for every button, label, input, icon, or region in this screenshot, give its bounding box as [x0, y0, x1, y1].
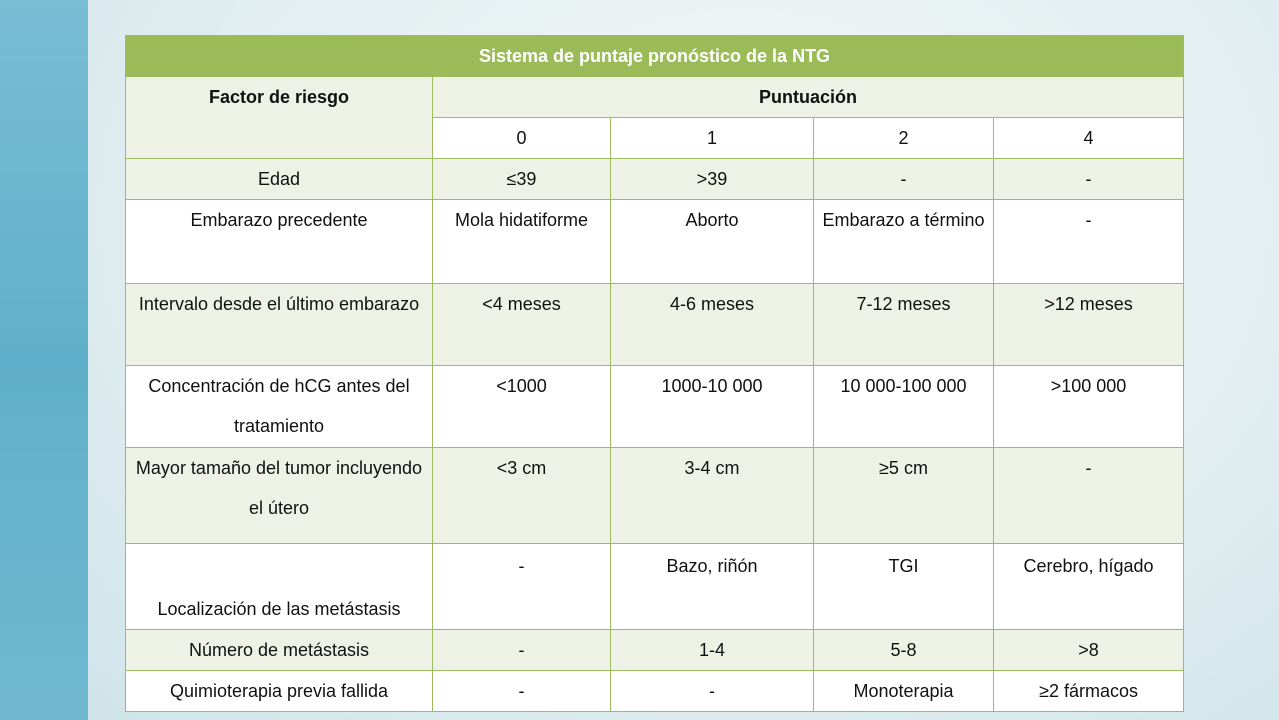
row-factor: Concentración de hCG antes del tratamiento	[126, 366, 433, 448]
table-title: Sistema de puntaje pronóstico de la NTG	[126, 36, 1184, 77]
table-row	[126, 366, 1184, 448]
score-value: 1	[611, 118, 814, 159]
row-factor: Intervalo desde el último embarazo	[126, 284, 433, 366]
row-cell: ≤39	[433, 159, 611, 200]
row-cell: 10 000-100 000	[814, 366, 994, 448]
row-cell: ˃12 meses	[994, 284, 1184, 366]
row-cell: -	[611, 671, 814, 712]
row-cell: 1-4	[611, 630, 814, 671]
row-cell: ˂3 cm	[433, 448, 611, 544]
row-factor: Quimioterapia previa fallida	[126, 671, 433, 712]
table-row	[126, 200, 1184, 284]
score-value: 0	[433, 118, 611, 159]
row-cell: ˃100 000	[994, 366, 1184, 448]
row-cell: -	[433, 630, 611, 671]
row-cell: 4-6 meses	[611, 284, 814, 366]
row-cell: 5-8	[814, 630, 994, 671]
row-cell: ≥2 fármacos	[994, 671, 1184, 712]
table-row	[126, 671, 1184, 712]
row-factor: Embarazo precedente	[126, 200, 433, 284]
row-cell: -	[994, 448, 1184, 544]
row-cell: Bazo, riñón	[611, 544, 814, 630]
row-cell: ˃39	[611, 159, 814, 200]
row-cell: -	[814, 159, 994, 200]
row-factor: Mayor tamaño del tumor incluyendo el útero	[126, 448, 433, 544]
table-row	[126, 448, 1184, 544]
header-row	[126, 77, 1184, 118]
row-cell: 1000-10 000	[611, 366, 814, 448]
factor-header: Factor de riesgo	[126, 77, 433, 159]
row-cell: Mola hidatiforme	[433, 200, 611, 284]
row-cell: ≥5 cm	[814, 448, 994, 544]
table-row	[126, 159, 1184, 200]
row-cell: Monoterapia	[814, 671, 994, 712]
row-cell: 7-12 meses	[814, 284, 994, 366]
slide-left-strip	[0, 0, 88, 720]
row-factor: Localización de las metástasis	[126, 544, 433, 630]
row-cell: Aborto	[611, 200, 814, 284]
row-cell: -	[433, 544, 611, 630]
row-cell: ˂1000	[433, 366, 611, 448]
row-cell: ˂4 meses	[433, 284, 611, 366]
score-value: 4	[994, 118, 1184, 159]
table-row	[126, 630, 1184, 671]
row-cell: 3-4 cm	[611, 448, 814, 544]
row-cell: ˃8	[994, 630, 1184, 671]
table-row	[126, 284, 1184, 366]
row-cell: Cerebro, hígado	[994, 544, 1184, 630]
row-cell: -	[994, 200, 1184, 284]
row-factor: Edad	[126, 159, 433, 200]
prognostic-score-table	[125, 35, 1184, 712]
table-row	[126, 544, 1184, 630]
row-cell: -	[433, 671, 611, 712]
score-value: 2	[814, 118, 994, 159]
row-factor: Número de metástasis	[126, 630, 433, 671]
row-cell: -	[994, 159, 1184, 200]
score-header: Puntuación	[433, 77, 1184, 118]
table-title-row	[126, 36, 1184, 77]
row-cell: Embarazo a término	[814, 200, 994, 284]
row-cell: TGI	[814, 544, 994, 630]
